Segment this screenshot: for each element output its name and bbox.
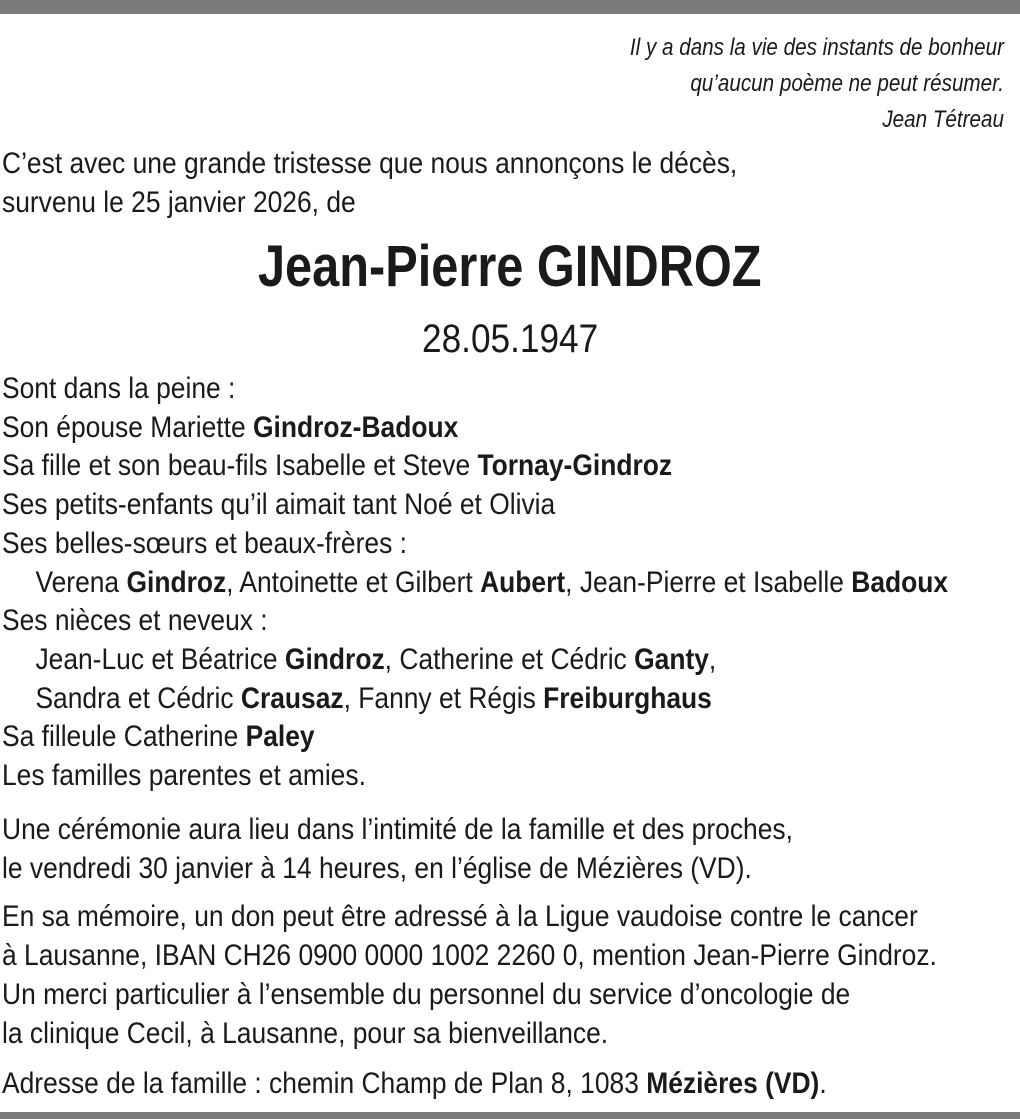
family-line-inlaws: [2, 564, 948, 603]
ceremony-notice: [2, 810, 901, 888]
family-text: , Fanny et Régis: [343, 681, 544, 715]
family-line-daughter: [2, 447, 948, 486]
intro-line: survenu le 25 janvier 2026, de: [2, 186, 356, 219]
family-line-goddaughter: [2, 718, 948, 757]
family-line-grandchildren: Ses petits-enfants qu’il aimait tant Noé et Olivia: [2, 488, 556, 522]
family-surname: Crausaz: [240, 681, 344, 715]
donation-notice: [2, 897, 1020, 1053]
quote-line: qu’aucun poème ne peut résumer.: [690, 70, 1004, 97]
family-closing: Les familles parentes et amies.: [2, 759, 366, 793]
bottom-border: [0, 1112, 1020, 1119]
family-list: [2, 370, 1020, 796]
ceremony-line: le vendredi 30 janvier à 14 heures, en l’église de Mézières (VD).: [2, 852, 752, 885]
family-text: Verena: [35, 565, 127, 599]
top-border: [0, 0, 1020, 14]
family-line-spouse: [2, 409, 948, 448]
family-surname: Paley: [245, 720, 315, 754]
family-surname: Gindroz-Badoux: [252, 410, 459, 444]
donation-line: à Lausanne, IBAN CH26 0900 0000 1002 2260 0, mention Jean-Pierre Gindroz.: [2, 939, 937, 972]
family-text: , Antoinette et Gilbert: [226, 565, 481, 599]
family-text: Sa filleule Catherine: [2, 720, 246, 754]
address-text: .: [819, 1067, 827, 1100]
quote-author: Jean Tétreau: [882, 106, 1004, 133]
birth-date: [0, 316, 1020, 362]
donation-line: Un merci particulier à l’ensemble du personnel du service d’oncologie de: [2, 978, 851, 1011]
family-line-nieces: [2, 680, 948, 719]
intro-line: C’est avec une grande tristesse que nous annonçons le décès,: [2, 147, 738, 180]
ceremony-line: Une cérémonie aura lieu dans l’intimité de la famille et des proches,: [2, 813, 793, 846]
family-surname: Freiburghaus: [543, 681, 712, 715]
quote-line: Il y a dans la vie des instants de bonheur: [629, 34, 1004, 61]
family-text: Jean-Luc et Béatrice: [35, 642, 285, 676]
birth-date-text: 28.05.1947: [421, 317, 599, 361]
announcement-intro: [2, 144, 838, 222]
deceased-name: [0, 232, 1020, 302]
family-surname: Tornay-Gindroz: [477, 449, 673, 483]
family-text: Sandra et Cédric: [35, 681, 241, 715]
family-surname: Aubert: [480, 565, 566, 599]
family-address: [2, 1064, 939, 1103]
family-text: , Catherine et Cédric: [384, 642, 635, 676]
family-inlaws-heading: Ses belles-sœurs et beaux-frères :: [2, 526, 407, 560]
donation-line: En sa mémoire, un don peut être adressé à la Ligue vaudoise contre le cancer: [2, 900, 918, 933]
family-surname: Badoux: [851, 565, 949, 599]
address-text: Adresse de la famille : chemin Champ de Plan 8, 1083: [2, 1067, 647, 1100]
family-text: Son épouse Mariette: [2, 410, 253, 444]
family-nieces-heading: Ses nièces et neveux :: [2, 604, 268, 638]
family-text: , Jean-Pierre et Isabelle: [565, 565, 852, 599]
family-text: ,: [708, 642, 717, 676]
epigraph-quote: [630, 30, 1004, 138]
family-surname: Ganty: [634, 642, 709, 676]
family-text: Sa fille et son beau-fils Isabelle et Steve: [2, 449, 478, 483]
family-surname: Gindroz: [284, 642, 385, 676]
deceased-name-text: Jean-Pierre GINDROZ: [258, 234, 762, 299]
family-surname: Gindroz: [126, 565, 227, 599]
family-heading: Sont dans la peine :: [2, 372, 236, 405]
family-line-nieces: [2, 641, 948, 680]
donation-line: la clinique Cecil, à Lausanne, pour sa bienveillance.: [2, 1017, 609, 1050]
address-place: Mézières (VD): [646, 1067, 820, 1100]
